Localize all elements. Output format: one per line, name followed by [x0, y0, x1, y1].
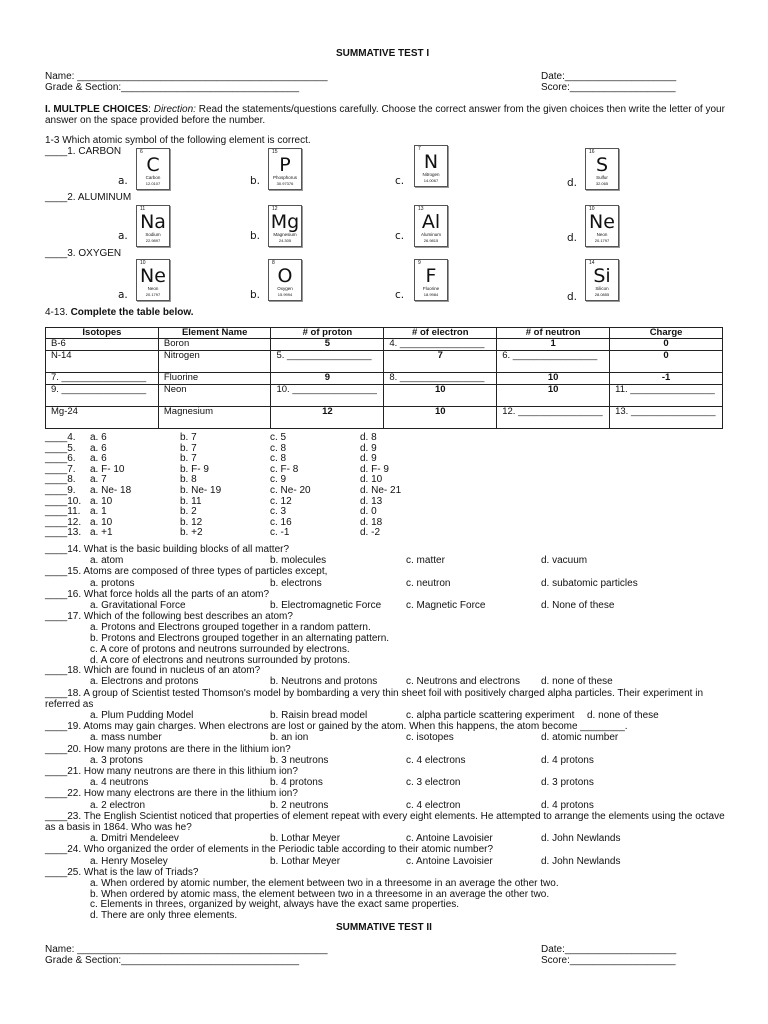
element-name: Silicon — [595, 286, 609, 291]
choice-option: b. 11 — [180, 495, 202, 507]
choice-letter: a. — [118, 289, 128, 301]
choice-letter: b. — [250, 230, 261, 242]
choice-option: b. Raisin bread model — [270, 710, 368, 721]
choice-option: c. 12 — [270, 495, 292, 507]
choice-option: d. 9 — [360, 442, 377, 454]
element-tile[interactable] — [414, 145, 448, 187]
choice-option: a. Ne- 18 — [90, 485, 132, 496]
element-number: 15 — [272, 149, 278, 155]
col-header: # of neutron — [497, 328, 610, 339]
choice-option: c. 3 electron — [406, 777, 461, 789]
answer-blank[interactable]: ____12. — [45, 516, 82, 528]
table-cell: Magnesium — [158, 406, 271, 428]
question-stem: ____18. Which are found in nucleus of an atom? — [45, 665, 261, 677]
choice-option: d. A core of electrons and neutrons surrounded by protons. — [90, 654, 351, 666]
table-row — [46, 350, 723, 372]
choice-option: d. 0 — [360, 506, 377, 518]
choice-option: c. F- 8 — [270, 463, 299, 475]
table-row — [46, 372, 723, 384]
question-stem: ____23. The English Scientist noticed that properties of element repeat with every eight elements. He attempted to arrange the elements using the octave — [45, 810, 725, 822]
answer-blank[interactable]: ____11. — [45, 506, 81, 518]
element-name: Nitrogen — [422, 172, 440, 177]
choice-letter: c. — [395, 289, 405, 301]
choice-option: a. atom — [90, 555, 124, 567]
choice-option: a. 2 electron — [90, 799, 146, 811]
choice-option: c. 5 — [270, 432, 287, 443]
element-tile[interactable] — [585, 259, 619, 301]
score-field[interactable]: Score:___________________ — [541, 82, 676, 93]
direction-text: Read the statements/questions carefully. Choose the correct answer from the given choices then write the letter of your — [198, 104, 725, 115]
table-cell: 5 — [271, 339, 384, 350]
choice-option: b. 7 — [180, 432, 197, 443]
date-field[interactable]: Date:____________________ — [541, 71, 677, 82]
table-cell[interactable]: 13. ________________ — [610, 406, 723, 428]
element-symbol: Ne — [589, 211, 615, 233]
element-number: 10 — [589, 206, 595, 212]
choice-option: a. Gravitational Force — [90, 600, 186, 611]
element-mass: 24.305 — [278, 238, 292, 243]
table-cell[interactable]: 11. ________________ — [610, 384, 723, 406]
choice-letter: d. — [567, 232, 578, 244]
choice-option: d. -2 — [360, 527, 381, 539]
choice-option: a. Plum Pudding Model — [90, 710, 194, 721]
table-cell: 9 — [271, 372, 384, 384]
test2-title: SUMMATIVE TEST II — [336, 922, 432, 933]
choice-option: c. 4 electron — [406, 799, 461, 811]
choice-option: d. 9 — [360, 453, 377, 465]
element-symbol: N — [423, 151, 439, 173]
element-mass: 20.1797 — [145, 292, 161, 297]
question-stem: ____16. What force holds all the parts of an atom? — [45, 588, 270, 600]
table-cell: 7 — [384, 350, 497, 372]
choice-option: c. 8 — [270, 453, 287, 465]
question-stem: ____25. What is the law of Triads? — [45, 866, 199, 878]
choice-letter: c. — [395, 175, 405, 187]
isotope-table — [45, 327, 723, 429]
choice-option: a. When ordered by atomic number, the element between two in a threesome in an average the other two. — [90, 878, 559, 889]
q1-3-intro: 1-3 Which atomic symbol of the following element is correct. — [45, 135, 311, 146]
element-symbol: Mg — [270, 211, 300, 233]
element-name: Oxygen — [277, 286, 293, 291]
name-field-2[interactable]: Name: _____________________________________________ — [45, 944, 328, 955]
table-cell: 10 — [497, 372, 610, 384]
element-number: 8 — [272, 260, 275, 266]
choice-option: d. atomic number — [541, 732, 619, 744]
choice-option: c. Elements in threes, organized by weight, always have the exact same properties. — [90, 899, 460, 911]
answer-blank[interactable]: ____8. — [45, 474, 76, 486]
choice-option: a. Protons and Electrons grouped together in a random pattern. — [90, 622, 371, 634]
table-cell: -1 — [610, 372, 723, 384]
choice-option: b. F- 9 — [180, 463, 209, 475]
element-mass: 30.97376 — [276, 181, 294, 186]
answer-blank[interactable]: ____9. — [45, 485, 76, 496]
choice-letter: a. — [118, 230, 128, 242]
choice-option: c. alpha particle scattering experiment — [406, 710, 575, 721]
table-header-row — [46, 328, 723, 339]
choice-option: c. 3 — [270, 506, 287, 518]
element-name: Fluorine — [422, 286, 440, 291]
table-cell[interactable]: 5. ________________ — [271, 350, 384, 372]
element-number: 6 — [140, 149, 143, 155]
choice-option: a. 10 — [90, 516, 113, 528]
answer-blank[interactable]: ____4. — [45, 432, 76, 443]
question-stem: ____22. How many electrons are there in the lithium ion? — [45, 788, 298, 800]
question-stem: ____15. Atoms are composed of three types of particles except, — [45, 566, 328, 578]
choice-option: d. None of these — [541, 600, 615, 611]
table-cell: 0 — [610, 350, 723, 372]
choice-letter: d. — [567, 291, 578, 303]
element-tile[interactable] — [136, 259, 170, 301]
choice-option: b. 7 — [180, 442, 197, 454]
choice-option: b. Protons and Electrons grouped together in an alternating pattern. — [90, 633, 390, 645]
choice-option: a. mass number — [90, 732, 162, 744]
element-mass: 20.1797 — [594, 238, 610, 243]
choice-option: a. 6 — [90, 442, 107, 454]
element-mass: 18.9984 — [423, 292, 439, 297]
element-mass: 32.065 — [595, 181, 609, 186]
choice-option: c. Antoine Lavoisier — [406, 833, 493, 845]
element-mass: 22.9897 — [145, 238, 161, 243]
choice-option: d. F- 9 — [360, 463, 389, 475]
table-cell: 12 — [271, 406, 384, 428]
table-cell[interactable]: 10. ________________ — [271, 384, 384, 406]
choice-letter: a. — [118, 175, 128, 187]
choice-option: c. Ne- 20 — [270, 485, 311, 496]
choice-option: a. 6 — [90, 453, 107, 465]
choice-option: b. 7 — [180, 453, 197, 465]
grade-section-field[interactable]: Grade & Section:________________________________ — [45, 82, 300, 93]
table-cell: 10 — [384, 384, 497, 406]
choice-option: d. John Newlands — [541, 833, 621, 845]
element-tile[interactable] — [136, 148, 170, 190]
test1-title: SUMMATIVE TEST I — [336, 48, 430, 59]
choice-option: c. Magnetic Force — [406, 600, 486, 611]
table-cell: Boron — [158, 339, 271, 350]
element-mass: 26.9815 — [423, 238, 439, 243]
score-field-2[interactable]: Score:___________________ — [541, 955, 676, 966]
table-row — [46, 406, 723, 428]
choice-letter: d. — [567, 177, 578, 189]
answer-blank[interactable]: ____7. — [45, 463, 76, 475]
choice-option: d. There are only three elements. — [90, 910, 238, 922]
element-symbol: S — [595, 154, 609, 176]
element-tile[interactable] — [585, 148, 619, 190]
part1-heading: I. MULTPLE CHOICES — [45, 104, 149, 115]
choice-option: c. A core of protons and neutrons surrounded by electrons. — [90, 643, 350, 655]
element-number: 13 — [418, 206, 424, 212]
table-cell: 10 — [384, 406, 497, 428]
table-cell: N-14 — [46, 350, 159, 372]
choice-option: d. 8 — [360, 432, 377, 443]
choice-option: c. isotopes — [406, 732, 454, 744]
table-row — [46, 339, 723, 350]
choice-option: c. 4 electrons — [406, 754, 466, 766]
table-cell: Neon — [158, 384, 271, 406]
element-tile[interactable] — [414, 205, 448, 247]
element-tile[interactable] — [414, 259, 448, 301]
question-stem: ____18. A group of Scientist tested Thomson's model by bombarding a very thin sheet foil with positively charged alpha particles. Their experiment in — [45, 687, 704, 699]
element-number: 16 — [589, 149, 595, 155]
answer-blank[interactable]: ____5. — [45, 442, 76, 454]
element-name: Neon — [147, 286, 159, 291]
table-cell[interactable]: 9. ________________ — [46, 384, 159, 406]
direction-text-2: answer on the space provided before the number. — [45, 115, 266, 126]
table-intro-prefix: 4-13. — [45, 307, 68, 318]
table-cell[interactable]: 7. ________________ — [46, 372, 159, 384]
choice-option: a. 10 — [90, 495, 113, 507]
table-intro-bold: Complete the table below. — [70, 307, 194, 318]
choice-option: c. 16 — [270, 516, 292, 528]
question-stem-cont: as a basis in 1864. Who was he? — [45, 822, 192, 833]
choice-option: b. 2 — [180, 506, 197, 518]
table-row — [46, 384, 723, 406]
choice-option: b. an ion — [270, 732, 309, 744]
choice-option: b. Ne- 19 — [180, 485, 222, 496]
element-name: Sodium — [145, 232, 161, 237]
choice-option: c. 8 — [270, 442, 287, 454]
choice-option: d. Ne- 21 — [360, 485, 402, 496]
table-cell: Nitrogen — [158, 350, 271, 372]
choice-letter: b. — [250, 289, 261, 301]
choice-option: a. 6 — [90, 432, 107, 443]
q2-stem[interactable]: ____2. ALUMINUM — [45, 192, 132, 203]
element-symbol: Ne — [140, 265, 166, 287]
choice-option: b. electrons — [270, 577, 322, 589]
choice-option: b. 3 neutrons — [270, 754, 329, 766]
choice-option: b. 2 neutrons — [270, 799, 329, 811]
question-stem: ____14. What is the basic building blocks of all matter? — [45, 544, 290, 555]
element-number: 7 — [418, 146, 421, 152]
choice-option: d. 13 — [360, 495, 383, 507]
table-cell: Mg-24 — [46, 406, 159, 428]
question-stem: ____19. Atoms may gain charges. When electrons are lost or gained by the atom. When this happens, the atom become ________. — [45, 721, 628, 733]
answer-blank[interactable]: ____10. — [45, 495, 82, 507]
answer-blank[interactable]: ____13. — [45, 527, 82, 539]
choice-option: b. Lothar Meyer — [270, 833, 341, 845]
element-tile[interactable] — [585, 205, 619, 247]
element-number: 12 — [272, 206, 278, 212]
choice-option: b. +2 — [180, 527, 203, 539]
choice-letter: c. — [395, 230, 405, 242]
question-stem: ____21. How many neutrons are there in this lithium ion? — [45, 766, 298, 777]
element-name: Sulfur — [596, 175, 608, 180]
col-header: Element Name — [158, 328, 271, 339]
table-cell: 1 — [497, 339, 610, 350]
part1-directions: I. MULTPLE CHOICES: Direction: Read the statements/questions carefully. Choose the correct answer from the given choices then write the letter of your — [45, 104, 725, 115]
choice-option: b. When ordered by atomic mass, the element between two in a threesome in an average the other two. — [90, 888, 550, 900]
element-number: 9 — [418, 260, 421, 266]
choice-option: d. 4 protons — [541, 799, 594, 811]
choice-option: c. Antoine Lavoisier — [406, 855, 493, 867]
element-number: 11 — [140, 206, 146, 212]
col-header: Isotopes — [46, 328, 159, 339]
choice-option: a. 7 — [90, 474, 107, 486]
choice-option: b. Electromagnetic Force — [270, 600, 382, 611]
element-symbol: O — [277, 265, 293, 287]
col-header: # of electron — [384, 328, 497, 339]
name-field[interactable]: Name: _____________________________________________ — [45, 71, 328, 82]
choice-option: a. Electrons and protons — [90, 676, 199, 688]
table-intro — [45, 307, 194, 318]
question-stem: ____20. How many protons are there in the lithium ion? — [45, 743, 291, 755]
element-symbol: C — [146, 154, 160, 176]
q1-stem[interactable]: ____1. CARBON — [45, 146, 122, 157]
choice-option: b. Neutrons and protons — [270, 676, 378, 688]
date-field-2[interactable]: Date:____________________ — [541, 944, 677, 955]
element-symbol: Al — [421, 211, 441, 233]
choice-option: a. 4 neutrons — [90, 777, 149, 789]
element-tile[interactable] — [268, 205, 302, 247]
choice-option: d. 3 protons — [541, 777, 594, 789]
element-tile[interactable] — [268, 259, 302, 301]
choice-option: d. subatomic particles — [541, 577, 638, 589]
table-cell: B-6 — [46, 339, 159, 350]
choice-option: d. 18 — [360, 516, 383, 528]
q3-stem[interactable]: ____3. OXYGEN — [45, 248, 122, 259]
choice-option: d. none of these — [541, 676, 613, 688]
choice-option: d. vacuum — [541, 555, 588, 567]
choice-option: b. 12 — [180, 516, 203, 528]
element-number: 10 — [140, 260, 146, 266]
choice-option: a. +1 — [90, 527, 113, 539]
element-name: Phosphorus — [272, 175, 298, 180]
choice-option: c. neutron — [406, 577, 451, 589]
col-header: Charge — [610, 328, 723, 339]
element-number: 14 — [589, 260, 595, 266]
question-stem-cont: referred as — [45, 698, 94, 710]
table-cell[interactable]: 4. ________________ — [384, 339, 497, 350]
choice-option: b. Lothar Meyer — [270, 855, 341, 867]
element-symbol: P — [279, 154, 291, 176]
element-symbol: F — [425, 265, 437, 287]
choice-option: c. matter — [406, 555, 445, 567]
choice-option: b. molecules — [270, 555, 327, 567]
element-mass: 14.0067 — [423, 178, 439, 183]
table-cell: Fluorine — [158, 372, 271, 384]
answer-blank[interactable]: ____6. — [45, 453, 76, 465]
choice-option: c. -1 — [270, 527, 290, 539]
element-mass: 12.0107 — [145, 181, 161, 186]
table-cell[interactable]: 6. ________________ — [497, 350, 610, 372]
choice-option: d. 10 — [360, 474, 383, 486]
choice-option: a. 3 protons — [90, 754, 143, 766]
choice-option: a. Dmitri Mendeleev — [90, 833, 179, 845]
choice-option: d. John Newlands — [541, 855, 621, 867]
choice-option: a. F- 10 — [90, 463, 125, 475]
element-symbol: Si — [593, 265, 611, 287]
table-cell: 0 — [610, 339, 723, 350]
table-cell: 10 — [497, 384, 610, 406]
choice-option: c. 9 — [270, 474, 287, 486]
choice-option: a. protons — [90, 577, 135, 589]
col-header: # of proton — [271, 328, 384, 339]
element-tile[interactable] — [136, 205, 170, 247]
choice-option: b. 4 protons — [270, 777, 323, 789]
choice-option: d. 4 protons — [541, 754, 594, 766]
question-stem: ____24. Who organized the order of elements in the Periodic table according to their atomic number? — [45, 844, 494, 856]
element-symbol: Na — [140, 211, 166, 233]
element-tile[interactable] — [268, 148, 302, 190]
choice-option: d. none of these — [587, 710, 659, 721]
choice-option: c. Neutrons and electrons — [406, 676, 520, 688]
direction-label: Direction: — [153, 104, 196, 115]
choice-option: a. 1 — [90, 506, 107, 518]
element-mass: 28.0855 — [594, 292, 610, 297]
table-cell[interactable]: 12. ________________ — [497, 406, 610, 428]
element-name: Carbon — [145, 175, 161, 180]
element-mass: 15.9994 — [277, 292, 293, 297]
element-name: Aluminum — [420, 232, 441, 237]
choice-option: a. Henry Moseley — [90, 855, 168, 867]
choice-letter: b. — [250, 175, 261, 187]
choice-option: b. 8 — [180, 474, 197, 486]
element-name: Neon — [596, 232, 608, 237]
question-stem: ____17. Which of the following best describes an atom? — [45, 611, 293, 623]
table-cell[interactable]: 8. ________________ — [384, 372, 497, 384]
grade-section-field-2[interactable]: Grade & Section:________________________________ — [45, 955, 300, 966]
element-name: Magnesium — [273, 232, 297, 237]
